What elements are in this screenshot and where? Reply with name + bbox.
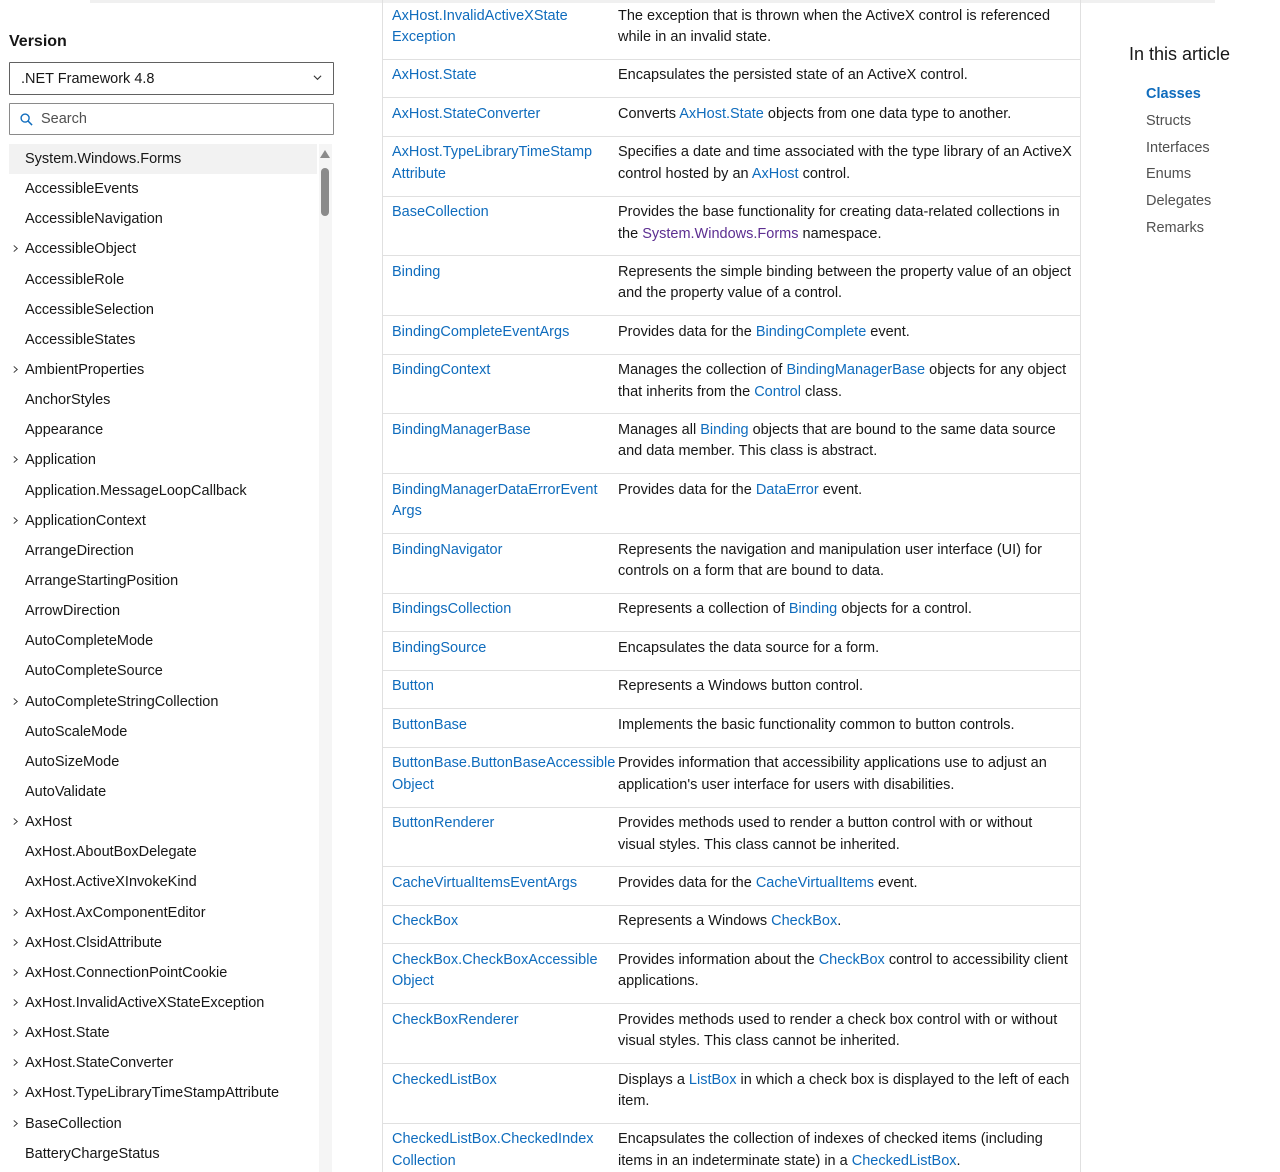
class-link-text: AxHost.State [392, 67, 477, 84]
table-row [383, 256, 1080, 316]
description-text: objects from one data type to another. [763, 105, 1012, 122]
class-link-text: Collection [392, 1152, 456, 1169]
class-link-text: Object [392, 973, 434, 990]
table-row [383, 474, 1080, 534]
class-link-text: CheckedListBox [392, 1071, 497, 1088]
description-text: Encapsulates the data source for a form. [618, 639, 880, 656]
table-row [383, 98, 1080, 137]
inline-link[interactable]: ListBox [688, 1071, 737, 1088]
tree-item-label: AxHost.State [25, 1025, 110, 1042]
class-description [609, 1004, 1080, 1063]
class-link-text: ButtonRenderer [392, 815, 495, 832]
toc-link-structs[interactable]: Structs [1146, 112, 1192, 129]
chevron-right-icon[interactable] [12, 698, 19, 705]
tree-item-application[interactable] [9, 445, 317, 475]
class-description [609, 137, 1080, 196]
tree-item-axhost-connectionpointcookie[interactable] [9, 958, 317, 988]
description-text: Manages all [618, 421, 701, 438]
class-link[interactable] [383, 671, 609, 709]
class-link[interactable] [383, 414, 609, 473]
table-row [383, 671, 1080, 710]
table-row [383, 748, 1080, 808]
tree-item-autoscalemode[interactable] [9, 717, 317, 747]
search-icon [20, 113, 33, 126]
class-link[interactable] [383, 594, 609, 632]
description-text: Manages the collection of [618, 362, 787, 379]
class-link-text: CheckBox.CheckBoxAccessible [392, 951, 598, 968]
description-text: Displays a [618, 1071, 689, 1088]
tree-item-label: AutoScaleMode [25, 723, 128, 740]
tree-item-axhost-invalidactivexstateexception[interactable] [9, 988, 317, 1018]
tree-item-label: AutoSizeMode [25, 753, 120, 770]
tree-item-axhost-state[interactable] [9, 1018, 317, 1048]
class-description [609, 594, 1080, 632]
tree-item-application-messageloopcallback[interactable] [9, 476, 317, 506]
inline-link[interactable]: Binding [788, 601, 838, 618]
tree-item-label: AxHost.ActiveXInvokeKind [25, 874, 197, 891]
description-text: Provides data for the [618, 874, 756, 891]
class-link-text: BindingCompleteEventArgs [392, 323, 570, 340]
tree-item-label: AxHost.AxComponentEditor [25, 904, 206, 921]
tree-item-label: ArrowDirection [25, 603, 121, 620]
table-row [383, 1064, 1080, 1124]
tree-item-label: ArrangeDirection [25, 542, 134, 559]
class-link-text: Attribute [392, 165, 446, 182]
description-text: Provides methods used to render a check box control with or without visual styles. This class cannot be inherited. [618, 1011, 1058, 1050]
class-description [609, 748, 1080, 807]
class-description [609, 316, 1080, 354]
tree-item-label: AccessibleObject [25, 241, 137, 258]
chevron-right-icon[interactable] [12, 245, 19, 252]
version-dropdown[interactable] [9, 62, 334, 95]
inline-link[interactable]: System.Windows.Forms [642, 225, 799, 242]
class-link[interactable] [383, 60, 609, 98]
inline-link[interactable]: AxHost.State [679, 105, 764, 122]
class-link[interactable] [383, 256, 609, 315]
inline-link[interactable]: BindingComplete [755, 323, 867, 340]
description-text: Provides the base functionality for creating data-related collections in the [618, 204, 1060, 242]
description-text: class. [800, 383, 843, 400]
class-link-text: Args [392, 503, 422, 520]
table-row [383, 197, 1080, 257]
chevron-right-icon[interactable] [12, 1029, 19, 1036]
tree-item-label: AutoCompleteStringCollection [25, 693, 219, 710]
chevron-right-icon[interactable] [12, 969, 19, 976]
class-link-text: CheckBox [392, 913, 459, 930]
class-description [609, 98, 1080, 136]
description-text: Represents a collection of [618, 601, 789, 618]
inline-link[interactable]: CheckBox [771, 913, 838, 930]
table-row [383, 355, 1080, 415]
class-link-text: Object [392, 776, 434, 793]
toc-link-enums[interactable]: Enums [1146, 166, 1192, 183]
class-description [609, 1124, 1080, 1172]
class-description [609, 1064, 1080, 1123]
description-text: Provides methods used to render a button control with or without visual styles. This class cannot be inherited. [618, 815, 1033, 853]
tree-item-accessibleobject[interactable] [9, 234, 317, 264]
class-link-text: BindingNavigator [392, 541, 503, 558]
description-text: objects that are bound to the same data source and data member. This class is abstract. [618, 421, 1056, 460]
description-text: event. [866, 323, 910, 340]
class-link-text: AxHost.InvalidActiveXState [392, 7, 568, 24]
tree-item-label: AxHost.InvalidActiveXStateException [25, 994, 265, 1011]
class-link-text: BindingManagerBase [392, 421, 531, 438]
table-row [383, 0, 1080, 60]
inline-link[interactable]: Control [754, 383, 801, 400]
toc-link-interfaces[interactable]: Interfaces [1146, 139, 1210, 156]
tree-item-label: Application [25, 452, 96, 469]
table-row [383, 60, 1080, 99]
tree-item-autocompletesource[interactable] [9, 656, 317, 686]
description-text: control. [798, 165, 851, 182]
chevron-right-icon[interactable] [12, 939, 19, 946]
chevron-down-icon [313, 73, 322, 82]
class-description [609, 355, 1080, 414]
tree-item-label: AmbientProperties [25, 361, 145, 378]
class-description [609, 0, 1080, 59]
toc-list [1129, 81, 1269, 242]
chevron-right-icon[interactable] [12, 366, 19, 373]
inline-link[interactable]: CacheVirtualItems [755, 874, 875, 891]
classes-table [382, 0, 1081, 1172]
description-text: Implements the basic functionality common to button controls. [618, 716, 1015, 733]
class-link-text: CacheVirtualItemsEventArgs [392, 874, 578, 891]
class-link[interactable] [383, 197, 609, 256]
chevron-right-icon[interactable] [12, 909, 19, 916]
description-text: The exception that is thrown when the ActiveX control is referenced while in an invalid state. [618, 7, 1051, 45]
tree-item-accessibleselection[interactable] [9, 295, 317, 325]
chevron-right-icon[interactable] [12, 999, 19, 1006]
class-link[interactable] [383, 632, 609, 670]
class-description [609, 474, 1080, 533]
class-link-text: BindingManagerDataErrorEvent [392, 481, 598, 498]
table-row [383, 534, 1080, 594]
tree-item-arrowdirection[interactable] [9, 596, 317, 626]
description-text: objects for a control. [837, 601, 972, 618]
chevron-right-icon[interactable] [12, 1059, 19, 1066]
tree-item-autocompletestringcollection[interactable] [9, 687, 317, 717]
version-dropdown-value: .NET Framework 4.8 [21, 70, 155, 87]
description-text: Provides data for the [618, 323, 756, 340]
class-link-text: ButtonBase [392, 716, 467, 733]
tree-item-label: AccessibleSelection [25, 301, 154, 318]
table-row [383, 137, 1080, 197]
tree-item-label: AutoValidate [25, 783, 107, 800]
class-link-text: Exception [392, 29, 456, 45]
class-link[interactable] [383, 748, 616, 807]
class-description [609, 60, 1080, 98]
scroll-up-arrow-icon[interactable] [320, 150, 330, 158]
toc-link-delegates[interactable]: Delegates [1146, 193, 1212, 210]
search-input[interactable] [41, 111, 311, 127]
tree-item-axhost-activexinvokekind[interactable] [9, 867, 317, 897]
tree-item-label: AxHost.StateConverter [25, 1055, 174, 1072]
description-text: Encapsulates the collection of indexes of checked items (including items in an indeterminate state) in a [618, 1131, 1043, 1169]
class-link-text: ButtonBase.ButtonBaseAccessible [392, 755, 616, 772]
toc-link-classes[interactable]: Classes [1146, 86, 1201, 102]
scroll-thumb[interactable] [321, 168, 329, 216]
table-row [383, 1124, 1080, 1172]
class-link-text: AxHost.TypeLibraryTimeStamp [392, 144, 593, 161]
in-this-article [1129, 44, 1269, 242]
tree-item-axhost-aboutboxdelegate[interactable] [9, 837, 317, 867]
tree-item-label: AccessibleEvents [25, 181, 139, 198]
class-description [609, 944, 1080, 1003]
tree-item-accessiblenavigation[interactable] [9, 204, 317, 234]
inline-link[interactable]: DataError [755, 481, 819, 498]
tree-item-anchorstyles[interactable] [9, 385, 317, 415]
tree-item-label: AutoCompleteMode [25, 633, 154, 650]
class-link-text: BindingsCollection [392, 601, 512, 618]
description-text: Converts [618, 105, 680, 122]
description-text: Provides information about the [618, 951, 819, 968]
table-row [383, 944, 1080, 1004]
inline-link[interactable]: Binding [700, 421, 749, 438]
inline-link[interactable]: AxHost [751, 165, 799, 182]
tree-item-axhost[interactable] [9, 807, 317, 837]
inline-link[interactable]: BindingManagerBase [786, 362, 926, 379]
class-link[interactable] [383, 474, 609, 533]
tree-item-label: System.Windows.Forms [25, 151, 182, 167]
class-link[interactable] [383, 1124, 609, 1172]
description-text: Represents a Windows [618, 913, 772, 930]
chevron-right-icon[interactable] [12, 456, 19, 463]
tree-item-axhost-clsidattribute[interactable] [9, 928, 317, 958]
description-text: Represents the navigation and manipulation user interface (UI) for controls on a form that are bound to data. [618, 541, 1042, 580]
tree-item-label: Appearance [25, 422, 104, 439]
chevron-right-icon[interactable] [12, 818, 19, 825]
class-link-text: BindingSource [392, 639, 487, 656]
tree-item-accessibleevents[interactable] [9, 174, 317, 204]
description-text: Represents a Windows button control. [618, 678, 864, 695]
class-description [609, 709, 1080, 747]
description-text: Specifies a date and time associated with the type library of an ActiveX control hosted by an [618, 144, 1072, 182]
description-text: namespace. [798, 225, 882, 242]
class-description [609, 671, 1080, 709]
class-link[interactable] [383, 316, 609, 354]
class-link[interactable] [383, 137, 609, 196]
tree-item-autocompletemode[interactable] [9, 626, 317, 656]
tree-item-appearance[interactable] [9, 415, 317, 445]
toc-title: In this article [1129, 44, 1231, 64]
class-link[interactable] [383, 867, 609, 905]
class-link[interactable] [383, 355, 609, 414]
sidebar [0, 0, 345, 1172]
tree-item-label: AxHost.ConnectionPointCookie [25, 964, 228, 981]
tree-item-label: AxHost.TypeLibraryTimeStampAttribute [25, 1085, 280, 1102]
class-link[interactable] [383, 98, 609, 136]
tree-scrollbar[interactable] [319, 144, 332, 1172]
class-link[interactable] [383, 808, 609, 867]
class-description [609, 808, 1080, 867]
tree-item-accessiblerole[interactable] [9, 265, 317, 295]
description-text: Provides information that accessibility applications use to adjust an application's user interface for users with disabilities. [618, 755, 1047, 793]
description-text: Encapsulates the persisted state of an ActiveX control. [618, 67, 968, 84]
table-row [383, 709, 1080, 748]
tree-item-label: BaseCollection [25, 1115, 122, 1132]
tree-item-basecollection[interactable] [9, 1109, 317, 1139]
table-row [383, 867, 1080, 906]
description-text: event. [818, 481, 863, 498]
class-link-text: CheckedListBox.CheckedIndex [392, 1131, 594, 1148]
class-link[interactable] [383, 534, 609, 593]
class-link[interactable] [383, 0, 609, 59]
tree-item-axhost-typelibrarytimestampattribute[interactable] [9, 1078, 317, 1108]
tree-item-arrangestartingposition[interactable] [9, 566, 317, 596]
class-link-text: Binding [392, 263, 441, 280]
table-row [383, 808, 1080, 868]
tree-item-label: Application.MessageLoopCallback [25, 482, 247, 499]
tree-item-label: AccessibleRole [25, 271, 125, 288]
description-text: event. [874, 874, 918, 891]
class-link-text: AxHost.StateConverter [392, 105, 541, 122]
table-row [383, 1004, 1080, 1064]
tree-item-applicationcontext[interactable] [9, 506, 317, 536]
description-text: objects for any object that inherits from the [618, 362, 1067, 400]
tree-item-label: AccessibleStates [25, 331, 136, 348]
search-field[interactable] [9, 103, 334, 135]
tree-item-autosizemode[interactable] [9, 747, 317, 777]
class-link[interactable] [383, 944, 609, 1003]
class-link-text: CheckBoxRenderer [392, 1011, 519, 1028]
class-link-text: Button [392, 678, 434, 695]
description-text: . [837, 913, 842, 930]
class-description [609, 632, 1080, 670]
chevron-right-icon[interactable] [12, 1089, 19, 1096]
class-link-text: BaseCollection [392, 204, 489, 221]
description-text: Represents the simple binding between the property value of an object and the property value of a control. [618, 263, 1072, 302]
description-text: Provides data for the [618, 481, 756, 498]
class-description [609, 867, 1080, 905]
chevron-right-icon[interactable] [12, 517, 19, 524]
table-row [383, 414, 1080, 474]
class-description [609, 256, 1080, 315]
tree-item-accessiblestates[interactable] [9, 325, 317, 355]
description-text: in which a check box is displayed to the left of each item. [618, 1071, 1070, 1110]
class-description [609, 197, 1080, 256]
class-link[interactable] [383, 1004, 609, 1063]
tree-item-autovalidate[interactable] [9, 777, 317, 807]
inline-link[interactable]: CheckedListBox [851, 1152, 957, 1169]
table-row [383, 594, 1080, 633]
tree-item-label: AxHost [25, 814, 72, 831]
tree-item-label: AutoCompleteSource [25, 663, 163, 680]
chevron-right-icon[interactable] [12, 1120, 19, 1127]
tree-item-arrangedirection[interactable] [9, 536, 317, 566]
table-row [383, 906, 1080, 945]
toc-tree [9, 144, 317, 1172]
tree-item-label: AccessibleNavigation [25, 211, 163, 228]
description-text: . [956, 1152, 961, 1169]
tree-item-ambientproperties[interactable] [9, 355, 317, 385]
toc-link-remarks[interactable]: Remarks [1146, 219, 1205, 236]
class-link[interactable] [383, 709, 609, 747]
class-link[interactable] [383, 906, 609, 944]
class-description [609, 534, 1080, 593]
tree-item-label: AnchorStyles [25, 392, 111, 409]
class-link[interactable] [383, 1064, 609, 1123]
tree-item-label: ArrangeStartingPosition [25, 572, 179, 589]
tree-item-label: ApplicationContext [25, 512, 146, 529]
inline-link[interactable]: CheckBox [818, 951, 885, 968]
tree-item-axhost-axcomponenteditor[interactable] [9, 898, 317, 928]
class-description [609, 414, 1080, 473]
version-label: Version [9, 33, 67, 50]
tree-item-axhost-stateconverter[interactable] [9, 1048, 317, 1078]
tree-item-system-windows-forms[interactable] [9, 144, 317, 174]
description-text: control to accessibility client applications. [618, 951, 1068, 990]
tree-item-label: BatteryChargeStatus [25, 1145, 160, 1162]
tree-item-label: AxHost.ClsidAttribute [25, 934, 162, 951]
tree-item-label: AxHost.AboutBoxDelegate [25, 844, 197, 861]
class-link-text: BindingContext [392, 362, 491, 379]
class-description [609, 906, 1080, 944]
tree-item-batterychargestatus[interactable] [9, 1139, 317, 1169]
table-row [383, 316, 1080, 355]
table-row [383, 632, 1080, 671]
